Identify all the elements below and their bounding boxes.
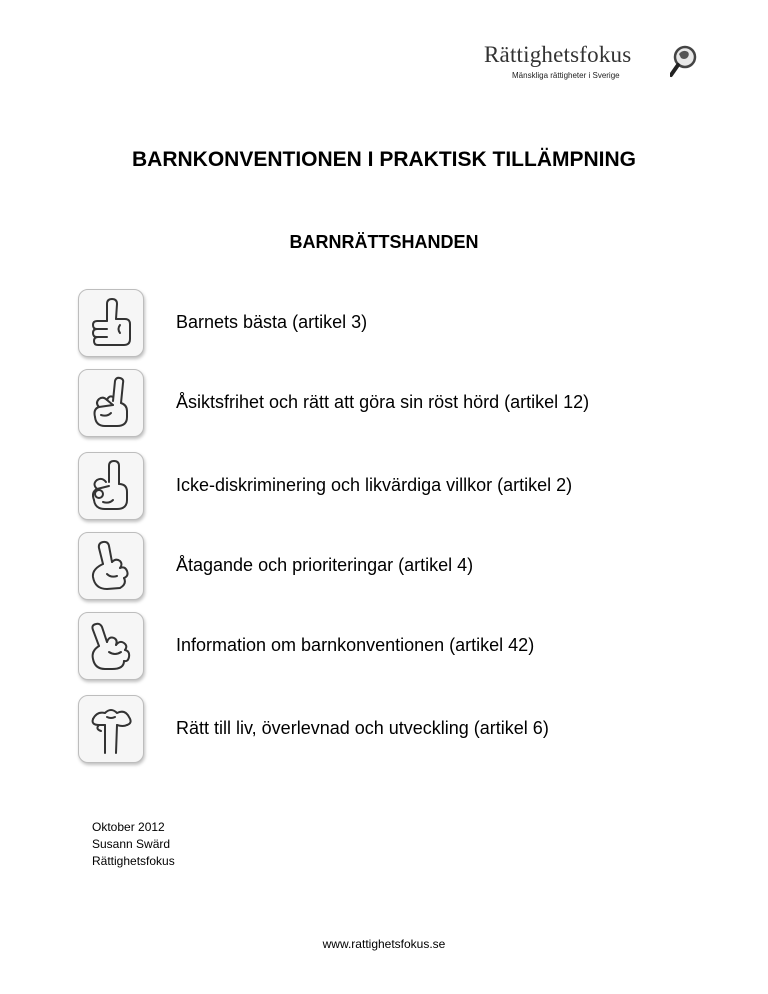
document-info: [92, 819, 175, 870]
thumb-up-hand-icon: [85, 295, 137, 351]
principle-label: Barnets bästa (artikel 3): [176, 312, 368, 332]
principle-item: [78, 612, 718, 682]
logo-name: Rättighetsfokus: [484, 42, 632, 67]
middle-finger-hand-icon: [85, 458, 137, 514]
hand-icon-tile: [78, 532, 144, 600]
document-title: BARNKONVENTIONEN I PRAKTISK TILLÄMPNING: [132, 148, 636, 171]
hand-icon-tile: [78, 289, 144, 357]
document-author: Susann Swärd: [92, 837, 171, 851]
document-date: Oktober 2012: [92, 820, 165, 834]
hand-icon-tile: [78, 695, 144, 763]
principle-item: [78, 695, 718, 765]
principle-label: Åsiktsfrihet och rätt att göra sin röst hörd (artikel 12): [176, 392, 590, 412]
website-link[interactable]: www.rattighetsfokus.se: [322, 937, 446, 951]
principle-label: Information om barnkonventionen (artikel 42): [176, 635, 535, 655]
hand-icon-tile: [78, 612, 144, 680]
logo-tagline: Mänskliga rättigheter i Sverige: [512, 71, 620, 80]
principle-item: [78, 532, 718, 602]
magnifier-icon: [670, 44, 700, 80]
open-hand-icon: [85, 701, 137, 757]
logo: [484, 42, 704, 86]
document-organization: Rättighetsfokus: [92, 854, 175, 868]
document-subtitle: BARNRÄTTSHANDEN: [289, 232, 479, 252]
principle-label: Åtagande och prioriteringar (artikel 4): [176, 555, 474, 575]
principle-item: [78, 369, 718, 439]
hand-icon-tile: [78, 452, 144, 520]
hand-icon-tile: [78, 369, 144, 437]
index-finger-hand-icon: [85, 375, 137, 431]
principle-item: [78, 289, 718, 359]
little-finger-hand-icon: [85, 618, 137, 674]
principle-label: Rätt till liv, överlevnad och utveckling (artikel 6): [176, 718, 549, 738]
ring-finger-hand-icon: [85, 538, 137, 594]
principle-item: [78, 452, 718, 522]
principle-label: Icke-diskriminering och likvärdiga villkor (artikel 2): [176, 475, 573, 495]
